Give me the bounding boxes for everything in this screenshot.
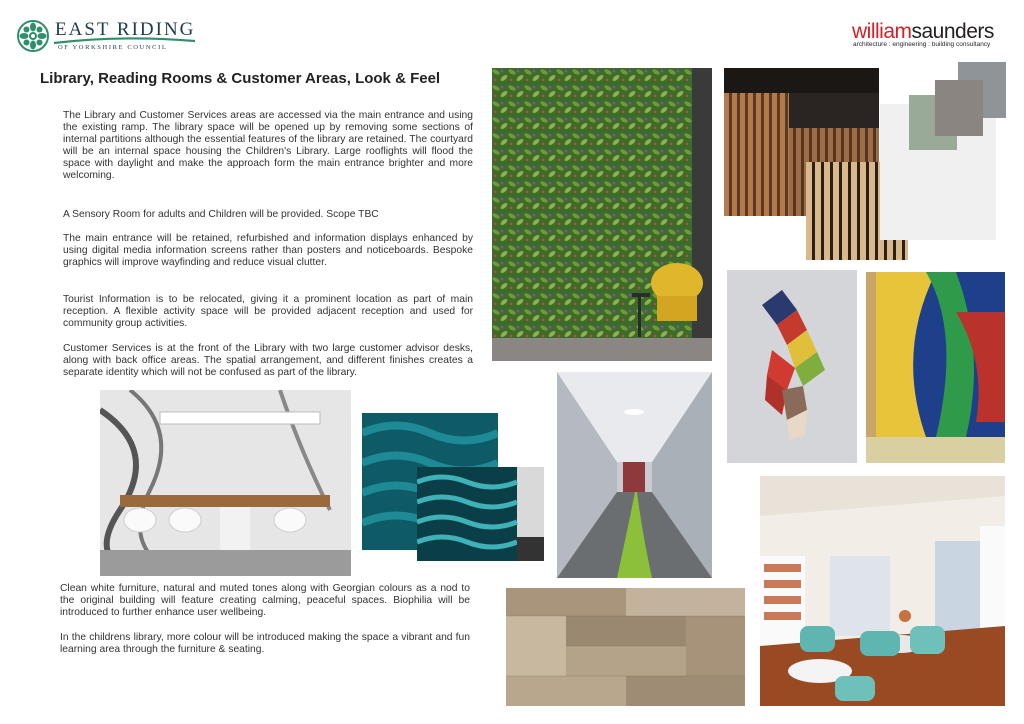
paragraph-main-entrance: The main entrance will be retained, refurbished and information displays enhanced by using digital media information screens rather than posters and noticeboards. Bespoke graphics will improve wayfinding and reduce visual clutter.: [63, 233, 473, 268]
council-name: EAST RIDING: [55, 19, 196, 40]
childrens-library-render-image: [760, 476, 1005, 706]
customer-area-image: [100, 390, 351, 576]
paragraph-access: The Library and Customer Services areas are accessed via the main entrance and using the existing ramp. The library space will be opened up by removing some sections of internal partitions although the essential features of the library are retained. The courtyard will be an internal space housing the Children's Library. Large rooflights will flood the space with daylight and make the approach form the main entrance brighter and more welcoming.: [63, 110, 473, 181]
page-title: Library, Reading Rooms & Customer Areas, Look & Feel: [40, 70, 441, 87]
corridor-carpet-image: [557, 372, 712, 578]
paragraph-tourist-info: Tourist Information is to be relocated, giving it a prominent location as part of main reception. A flexible activity space will be provided adjacent reception and used for community group activities.: [63, 294, 473, 329]
stained-glass-image: [866, 272, 1005, 463]
wood-floor-sample-image: [506, 588, 745, 706]
coloured-tiles-image: [727, 270, 857, 463]
living-wall-image: [492, 68, 712, 361]
company-name-dark: saunders: [911, 20, 994, 43]
paragraph-childrens-library: In the childrens library, more colour will be introduced making the space a vibrant and fun learning area through the furniture & seating.: [60, 632, 470, 655]
council-subtitle: OF YORKSHIRE COUNCIL: [58, 44, 168, 51]
colour-swatch-taupe: [935, 80, 983, 136]
paragraph-sensory-room: A Sensory Room for adults and Children will be provided. Scope TBC: [63, 209, 379, 220]
teal-wave-corridor-image: [417, 467, 544, 561]
paragraph-customer-services: Customer Services is at the front of the Library with two large customer advisor desks, along with back office areas. The spatial arrangement, and different finishes creates a separate identity which will not be confused as part of the library.: [63, 343, 473, 378]
company-tagline: architecture : engineering : building consultancy: [853, 41, 991, 48]
company-name-red: william: [852, 20, 912, 43]
paragraph-furniture: Clean white furniture, natural and muted tones along with Georgian colours as a nod to the original building will feature creating calming, peaceful spaces. Biophilia will be introduced to further enhance user wellbeing.: [60, 583, 470, 618]
council-crest-icon: [17, 20, 49, 52]
